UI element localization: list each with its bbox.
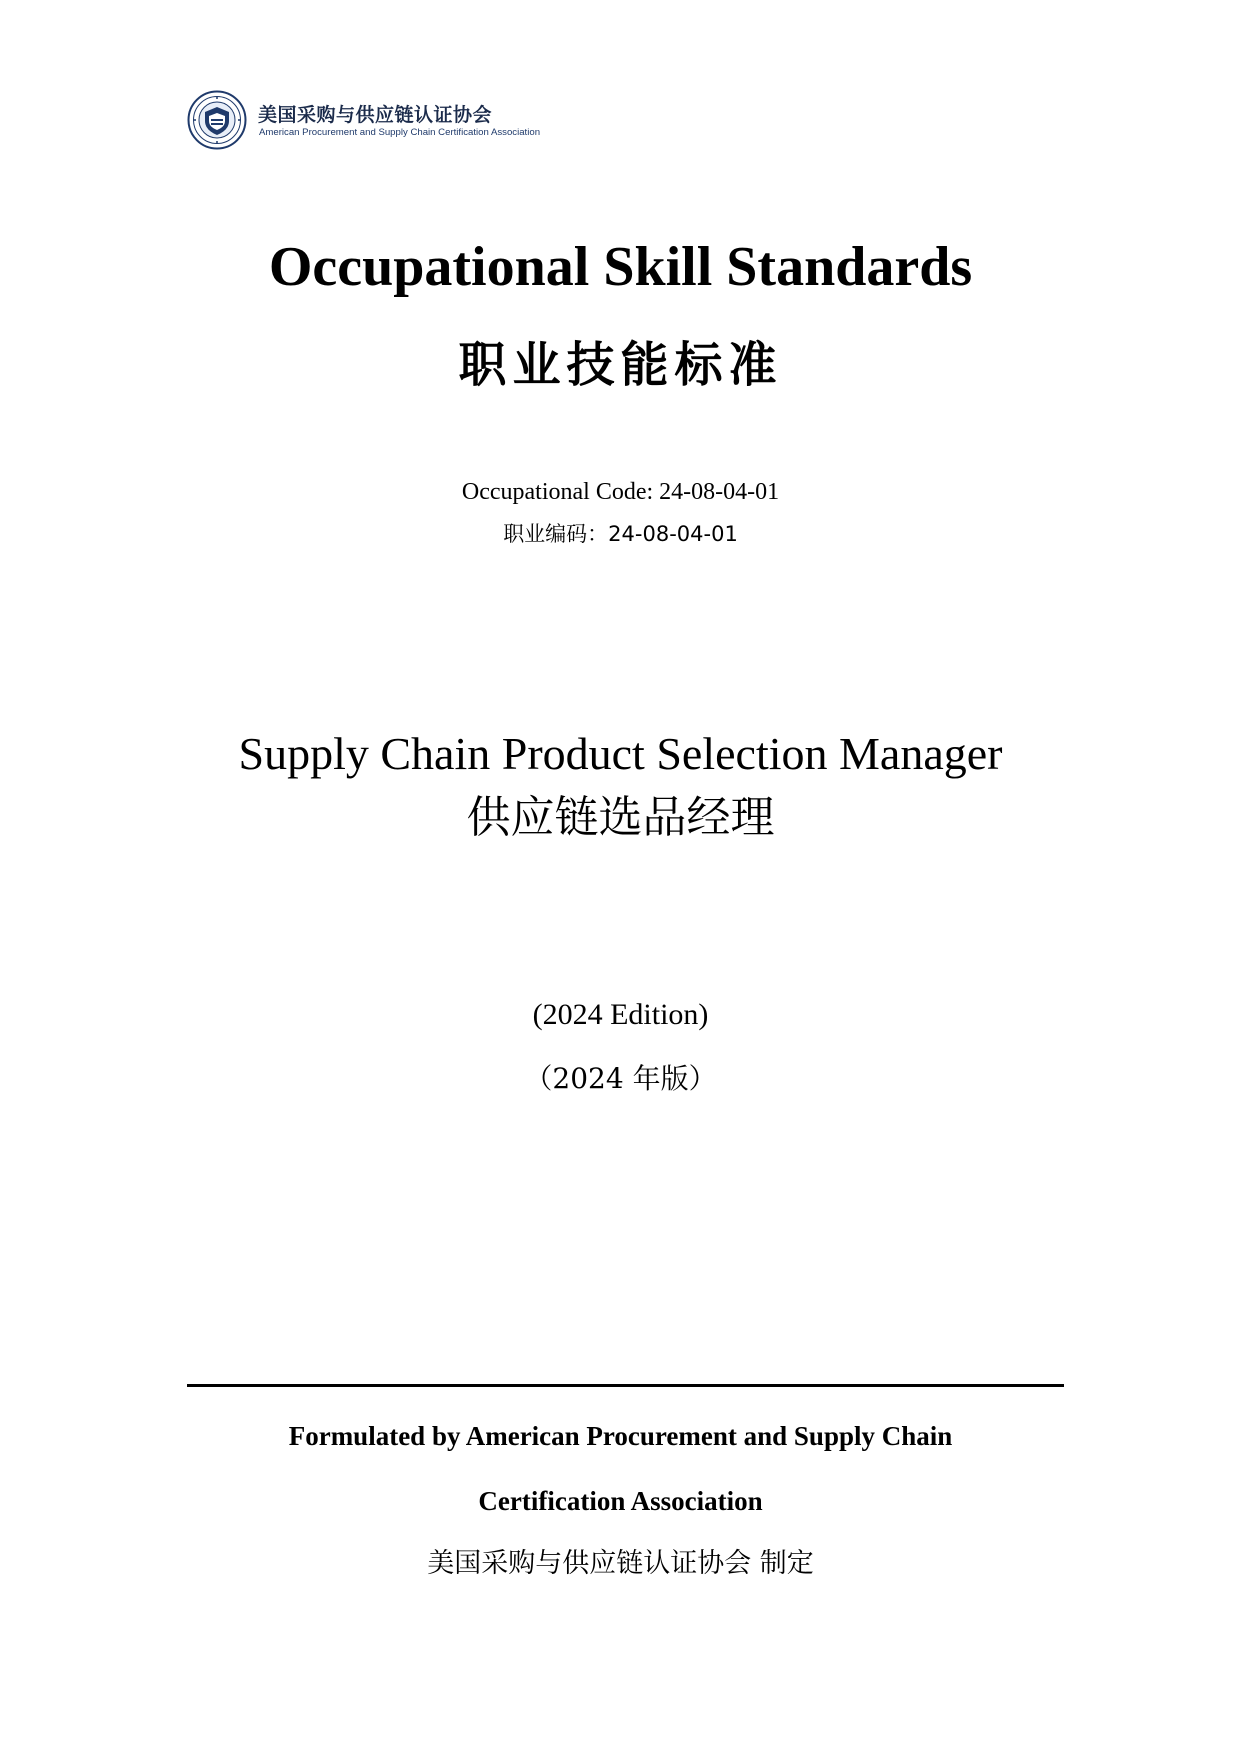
formulated-by-cn: 美国采购与供应链认证协会 制定 [427,1548,814,1579]
association-seal-icon [187,90,247,150]
occupational-code-en: Occupational Code: 24-08-04-01 [461,479,780,505]
formulated-by-line-2: Certification Association [478,1486,763,1516]
header-org-name-en: American Procurement and Supply Chain Certification Association [259,127,541,138]
formulated-by-line-1: Formulated by American Procurement and Supply Chain [288,1421,953,1451]
occupation-name-cn: 供应链选品经理 [466,792,775,843]
header-org-name-cn: 美国采购与供应链认证协会 [258,104,493,126]
edition-cn: （2024 年版） [524,1062,717,1095]
edition-en: (2024 Edition) [532,998,709,1031]
occupational-code-cn: 职业编码：24-08-04-01 [503,522,738,546]
document-title-en: Occupational Skill Standards [268,236,973,298]
footer-divider [187,1384,1064,1387]
occupation-name-en: Supply Chain Product Selection Manager [238,728,1003,779]
document-title-cn: 职业技能标准 [458,337,783,393]
